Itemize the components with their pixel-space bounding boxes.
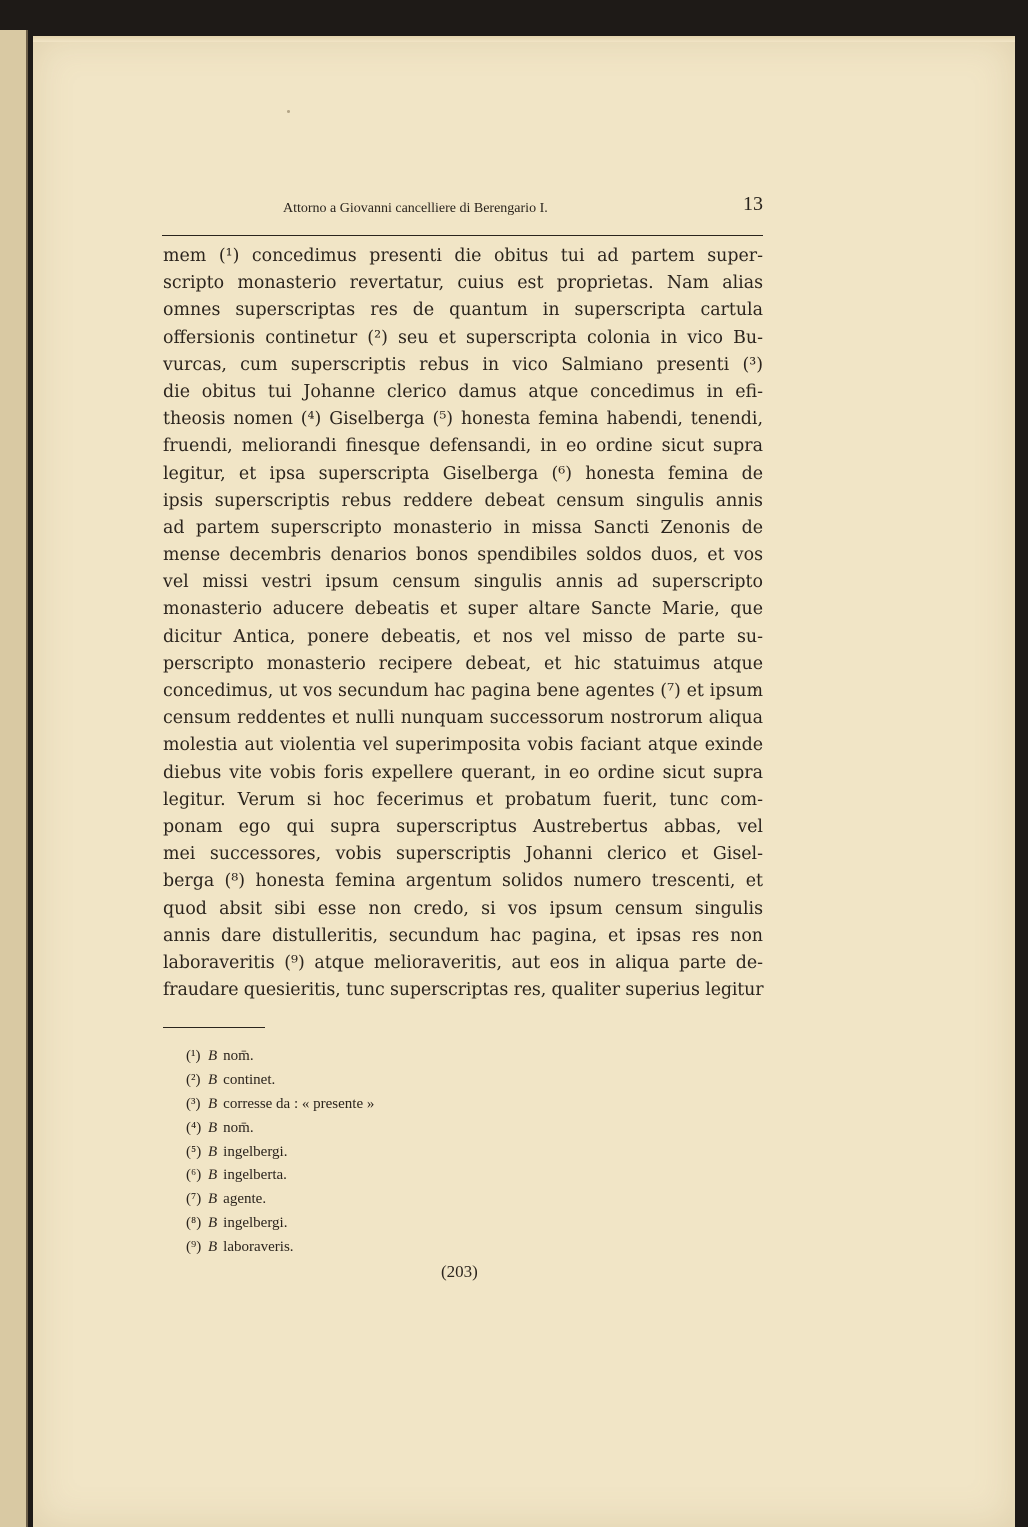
paper-speck (287, 110, 290, 113)
text-line: annis dare distulleritis, secundum hac pagina, et ipsas res non (163, 925, 763, 946)
footnote-number: (⁴) (186, 1119, 202, 1136)
footnote (186, 1069, 374, 1093)
footnote-siglum: B (208, 1215, 218, 1232)
footnote-text: ingelberta. (223, 1167, 287, 1184)
footnote (186, 1236, 374, 1260)
text-line: perscripto monasterio recipere debeat, et hic statuimus atque (163, 653, 763, 674)
text-line: legitur, et ipsa superscripta Giselberga (⁶) honesta femina de (163, 463, 763, 484)
footnote-text: ingelbergi. (223, 1143, 288, 1160)
footnote (186, 1188, 374, 1212)
text-line: vurcas, cum superscriptis rebus in vico Salmiano presenti (³) (163, 354, 763, 375)
footnote-text: ingelbergi. (223, 1215, 288, 1232)
footnote (186, 1117, 374, 1141)
text-line: censum reddentes et nulli nunquam successorum nostrorum aliqua (163, 708, 763, 729)
footnote-siglum: B (208, 1239, 218, 1256)
footnote (186, 1093, 374, 1117)
text-line: mei successores, vobis superscriptis Johanni clerico et Gisel- (163, 844, 763, 865)
text-line: diebus vite vobis foris expellere querant, in eo ordine sicut supra (163, 762, 763, 783)
text-line: fruendi, meliorandi finesque defensandi, in eo ordine sicut supra (163, 436, 763, 457)
footnote-siglum: B (208, 1095, 218, 1112)
text-line: omnes superscriptas res de quantum in superscripta cartula (163, 300, 763, 321)
footnote-siglum: B (208, 1143, 218, 1160)
footnote-text: nom̄. (223, 1048, 254, 1064)
text-line: vel missi vestri ipsum censum singulis annis ad superscripto (163, 572, 763, 593)
folio-number: (203) (441, 1262, 478, 1281)
footnote-siglum: B (208, 1191, 218, 1208)
footnote-number: (⁵) (186, 1143, 202, 1160)
facing-page-edge (0, 30, 28, 1527)
footnote-number: (¹) (186, 1048, 201, 1064)
text-line: mense decembris denarios bonos spendibiles soldos duos, et vos (163, 545, 763, 566)
footnote-text: continet. (223, 1071, 276, 1088)
text-line: molestia aut violentia vel superimposita vobis faciant atque exinde (163, 735, 763, 756)
text-line: theosis nomen (⁴) Giselberga (⁵) honesta femina habendi, tenendi, (163, 409, 763, 430)
page-number: 13 (743, 193, 763, 215)
text-line: monasterio aducere debeatis et super altare Sancte Marie, que (163, 599, 763, 620)
footnote-number: (⁹) (186, 1239, 202, 1256)
text-line: scripto monasterio revertatur, cuius est proprietas. Nam alias (163, 273, 763, 294)
footnote (186, 1141, 374, 1165)
footnote (186, 1212, 374, 1236)
text-line: legitur. Verum si hoc fecerimus et probatum fuerit, tunc com- (163, 789, 763, 810)
footnote-number: (³) (186, 1095, 201, 1112)
text-line: berga (⁸) honesta femina argentum solidos numero trescenti, et (163, 871, 763, 892)
footnote-siglum: B (208, 1119, 218, 1136)
text-line: ipsis superscriptis rebus reddere debeat censum singulis annis (163, 490, 763, 511)
text-line: ponam ego qui supra superscriptus Austrebertus abbas, vel (163, 816, 763, 837)
footnotes (186, 1045, 374, 1260)
footnote-siglum: B (208, 1167, 218, 1184)
footnote-rule (163, 1027, 265, 1028)
body-text (163, 243, 763, 1004)
footnote-text: laboraveris. (223, 1239, 294, 1256)
footnote-number: (²) (186, 1071, 201, 1088)
text-line: concedimus, ut vos secundum hac pagina bene agentes (⁷) et ipsum (163, 681, 763, 701)
text-line: dicitur Antica, ponere debeatis, et nos vel misso de parte su- (163, 626, 763, 647)
footnote (186, 1164, 374, 1188)
footnote-text: corresse da : « presente » (223, 1095, 375, 1112)
text-line: laboraveritis (⁹) atque melioraveritis, aut eos in aliqua parte de- (163, 952, 763, 973)
text-line: ad partem superscripto monasterio in missa Sancti Zenonis de (163, 517, 763, 538)
text-line: mem (¹) concedimus presenti die obitus tui ad partem super- (163, 246, 763, 266)
footnote-number: (⁷) (186, 1191, 202, 1208)
footnote-number: (⁸) (186, 1215, 202, 1232)
footnote-text: agente. (223, 1191, 267, 1208)
text-line: die obitus tui Johanne clerico damus atque concedimus in efi- (163, 381, 763, 402)
footnote-siglum: B (208, 1048, 218, 1064)
text-line: offersionis continetur (²) seu et superscripta colonia in vico Bu- (163, 327, 763, 348)
footnote-number: (⁶) (186, 1167, 202, 1184)
footnote-text: nom̄. (223, 1119, 254, 1136)
footnote (186, 1045, 374, 1069)
text-line: fraudare quesieritis, tunc superscriptas res, qualiter superius legitur (163, 980, 764, 1001)
header-rule (162, 235, 763, 236)
text-line: quod absit sibi esse non credo, si vos ipsum censum singulis (163, 898, 763, 919)
footnote-siglum: B (208, 1071, 218, 1088)
running-head: Attorno a Giovanni cancelliere di Berengario I. (283, 201, 548, 216)
